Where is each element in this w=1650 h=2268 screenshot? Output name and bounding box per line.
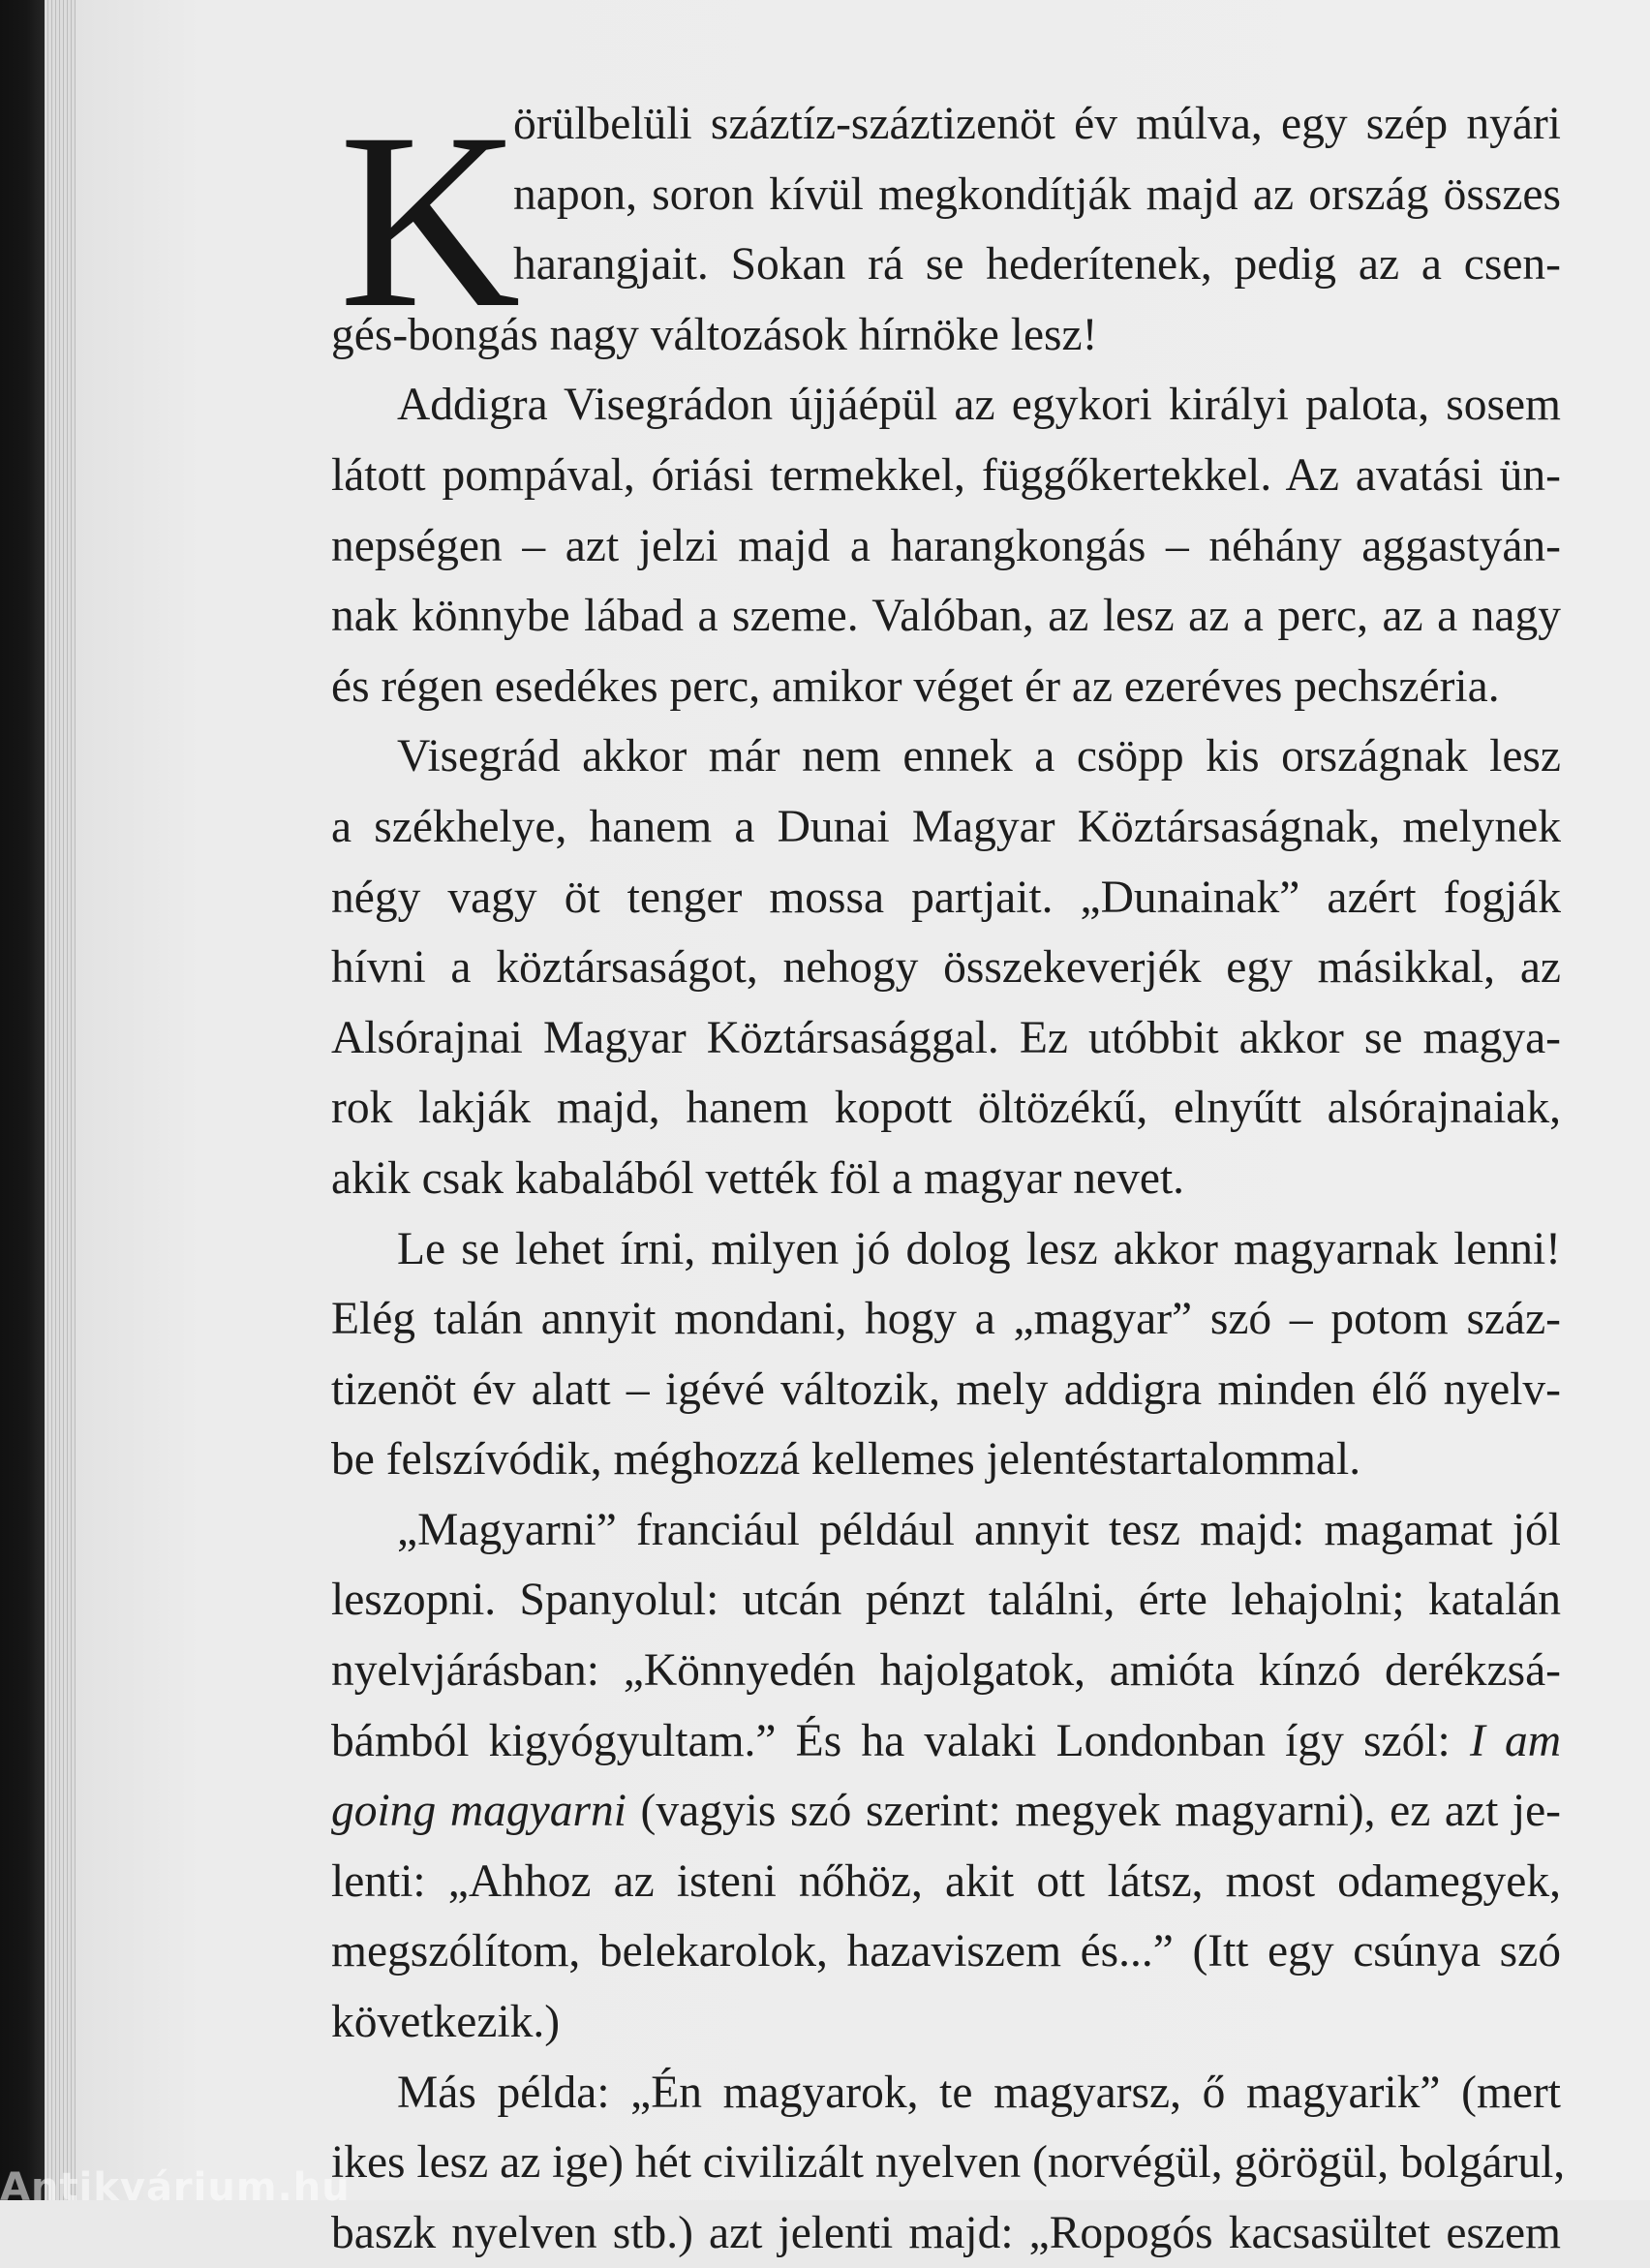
text-line: megszólítom, belekarolok, hazaviszem és...” (Itt egy csúnya szó	[331, 1926, 1561, 1977]
text-fragment: (vagyis szó szerint: megyek magyarni), ez azt je-	[640, 1786, 1562, 1837]
text-line: nak könnybe lábad a szeme. Valóban, az lesz az a perc, az a nagy	[331, 591, 1561, 642]
text-line: be felszívódik, méghozzá kellemes jelentéstartalommal.	[331, 1434, 1361, 1486]
text-fragment: bámból kigyógyultam.” És ha valaki Londonban így szól:	[331, 1715, 1451, 1766]
text-line: és régen esedékes perc, amikor véget ér az ezeréves pechszéria.	[331, 660, 1500, 712]
text-line: tizenöt év alatt – igévé változik, mely addigra minden élő nyelv-	[331, 1364, 1561, 1415]
text-line: „Magyarni” franciául például annyit tesz majd: magamat jól	[397, 1504, 1561, 1555]
paragraph-4	[331, 1214, 1561, 1495]
paragraph-3	[331, 721, 1561, 1213]
text-line: Elég talán annyit mondani, hogy a „magyar” szó – potom száz-	[331, 1294, 1561, 1345]
text-line: nepségen – azt jelzi majd a harangkongás – néhány aggastyán-	[331, 520, 1561, 571]
drop-cap: K	[339, 81, 521, 360]
paragraph-1	[331, 81, 1561, 370]
text-line: örülbelüli száztíz-száztizenöt év múlva, egy szép nyári	[513, 99, 1561, 149]
text-line: ikes lesz az ige) hét civilizált nyelven (norvégül, görögül, bolgárul,	[331, 2137, 1566, 2189]
text-line: nyelvjárásban: „Könnyedén hajolgatok, amióta kínzó derékzsá-	[331, 1645, 1561, 1697]
italic-phrase: going magyarni	[331, 1786, 626, 1837]
text-line: leszopni. Spanyolul: utcán pénzt találni, érte lehajolni; katalán	[331, 1575, 1561, 1626]
text-line: napon, soron kívül megkondítják majd az ország összes	[513, 169, 1561, 220]
text-line: gés-bongás nagy változások hírnöke lesz!	[331, 309, 1098, 360]
paragraph-2	[331, 370, 1561, 721]
text-line: akik csak kabalából vették föl a magyar nevet.	[331, 1152, 1185, 1204]
text-line: a székhelye, hanem a Dunai Magyar Köztársaságnak, melynek	[331, 801, 1561, 852]
text-line: harangjait. Sokan rá se hederítenek, pedig az a csen-	[513, 239, 1561, 291]
text-line: lenti: „Ahhoz az isteni nőhöz, akit ott látsz, most odamegyek,	[331, 1855, 1561, 1907]
text-line: Más példa: „Én magyarok, te magyarsz, ő magyarik” (mert	[397, 2067, 1561, 2118]
italic-phrase: I am	[1469, 1715, 1561, 1766]
text-line: látott pompával, óriási termekkel, függőkertekkel. Az avatási ün-	[331, 449, 1561, 501]
text-line: Le se lehet írni, milyen jó dolog lesz akkor magyarnak lenni!	[397, 1223, 1561, 1274]
text-line: Visegrád akkor már nem ennek a csöpp kis országnak lesz	[397, 731, 1561, 782]
text-line	[331, 1776, 1561, 1847]
paragraph-5	[331, 1495, 1561, 2058]
page-edges	[45, 0, 76, 2200]
text-line: négy vagy öt tenger mossa partjait. „Dunainak” azért fogják	[331, 872, 1561, 923]
book-spine-shadow	[0, 0, 45, 2200]
text-line: hívni a köztársaságot, nehogy összekeverjék egy másikkal, az	[331, 942, 1561, 994]
text-line: baszk nyelven stb.) azt jelenti majd: „Ropogós kacsasültet eszem	[331, 2207, 1561, 2258]
text-line: következik.)	[331, 1997, 561, 2048]
text-line: Addigra Visegrádon újjáépül az egykori királyi palota, sosem	[397, 380, 1561, 431]
text-line	[331, 1706, 1561, 1777]
text-line: Alsórajnai Magyar Köztársasággal. Ez utóbbit akkor se magya-	[331, 1012, 1561, 1063]
watermark: Antikvárium.hu	[0, 2165, 351, 2210]
body-text	[331, 81, 1566, 2268]
text-line: rok lakják majd, hanem kopott öltözékű, elnyűtt alsórajnaiak,	[331, 1083, 1561, 1134]
paragraph-6	[331, 2058, 1566, 2268]
